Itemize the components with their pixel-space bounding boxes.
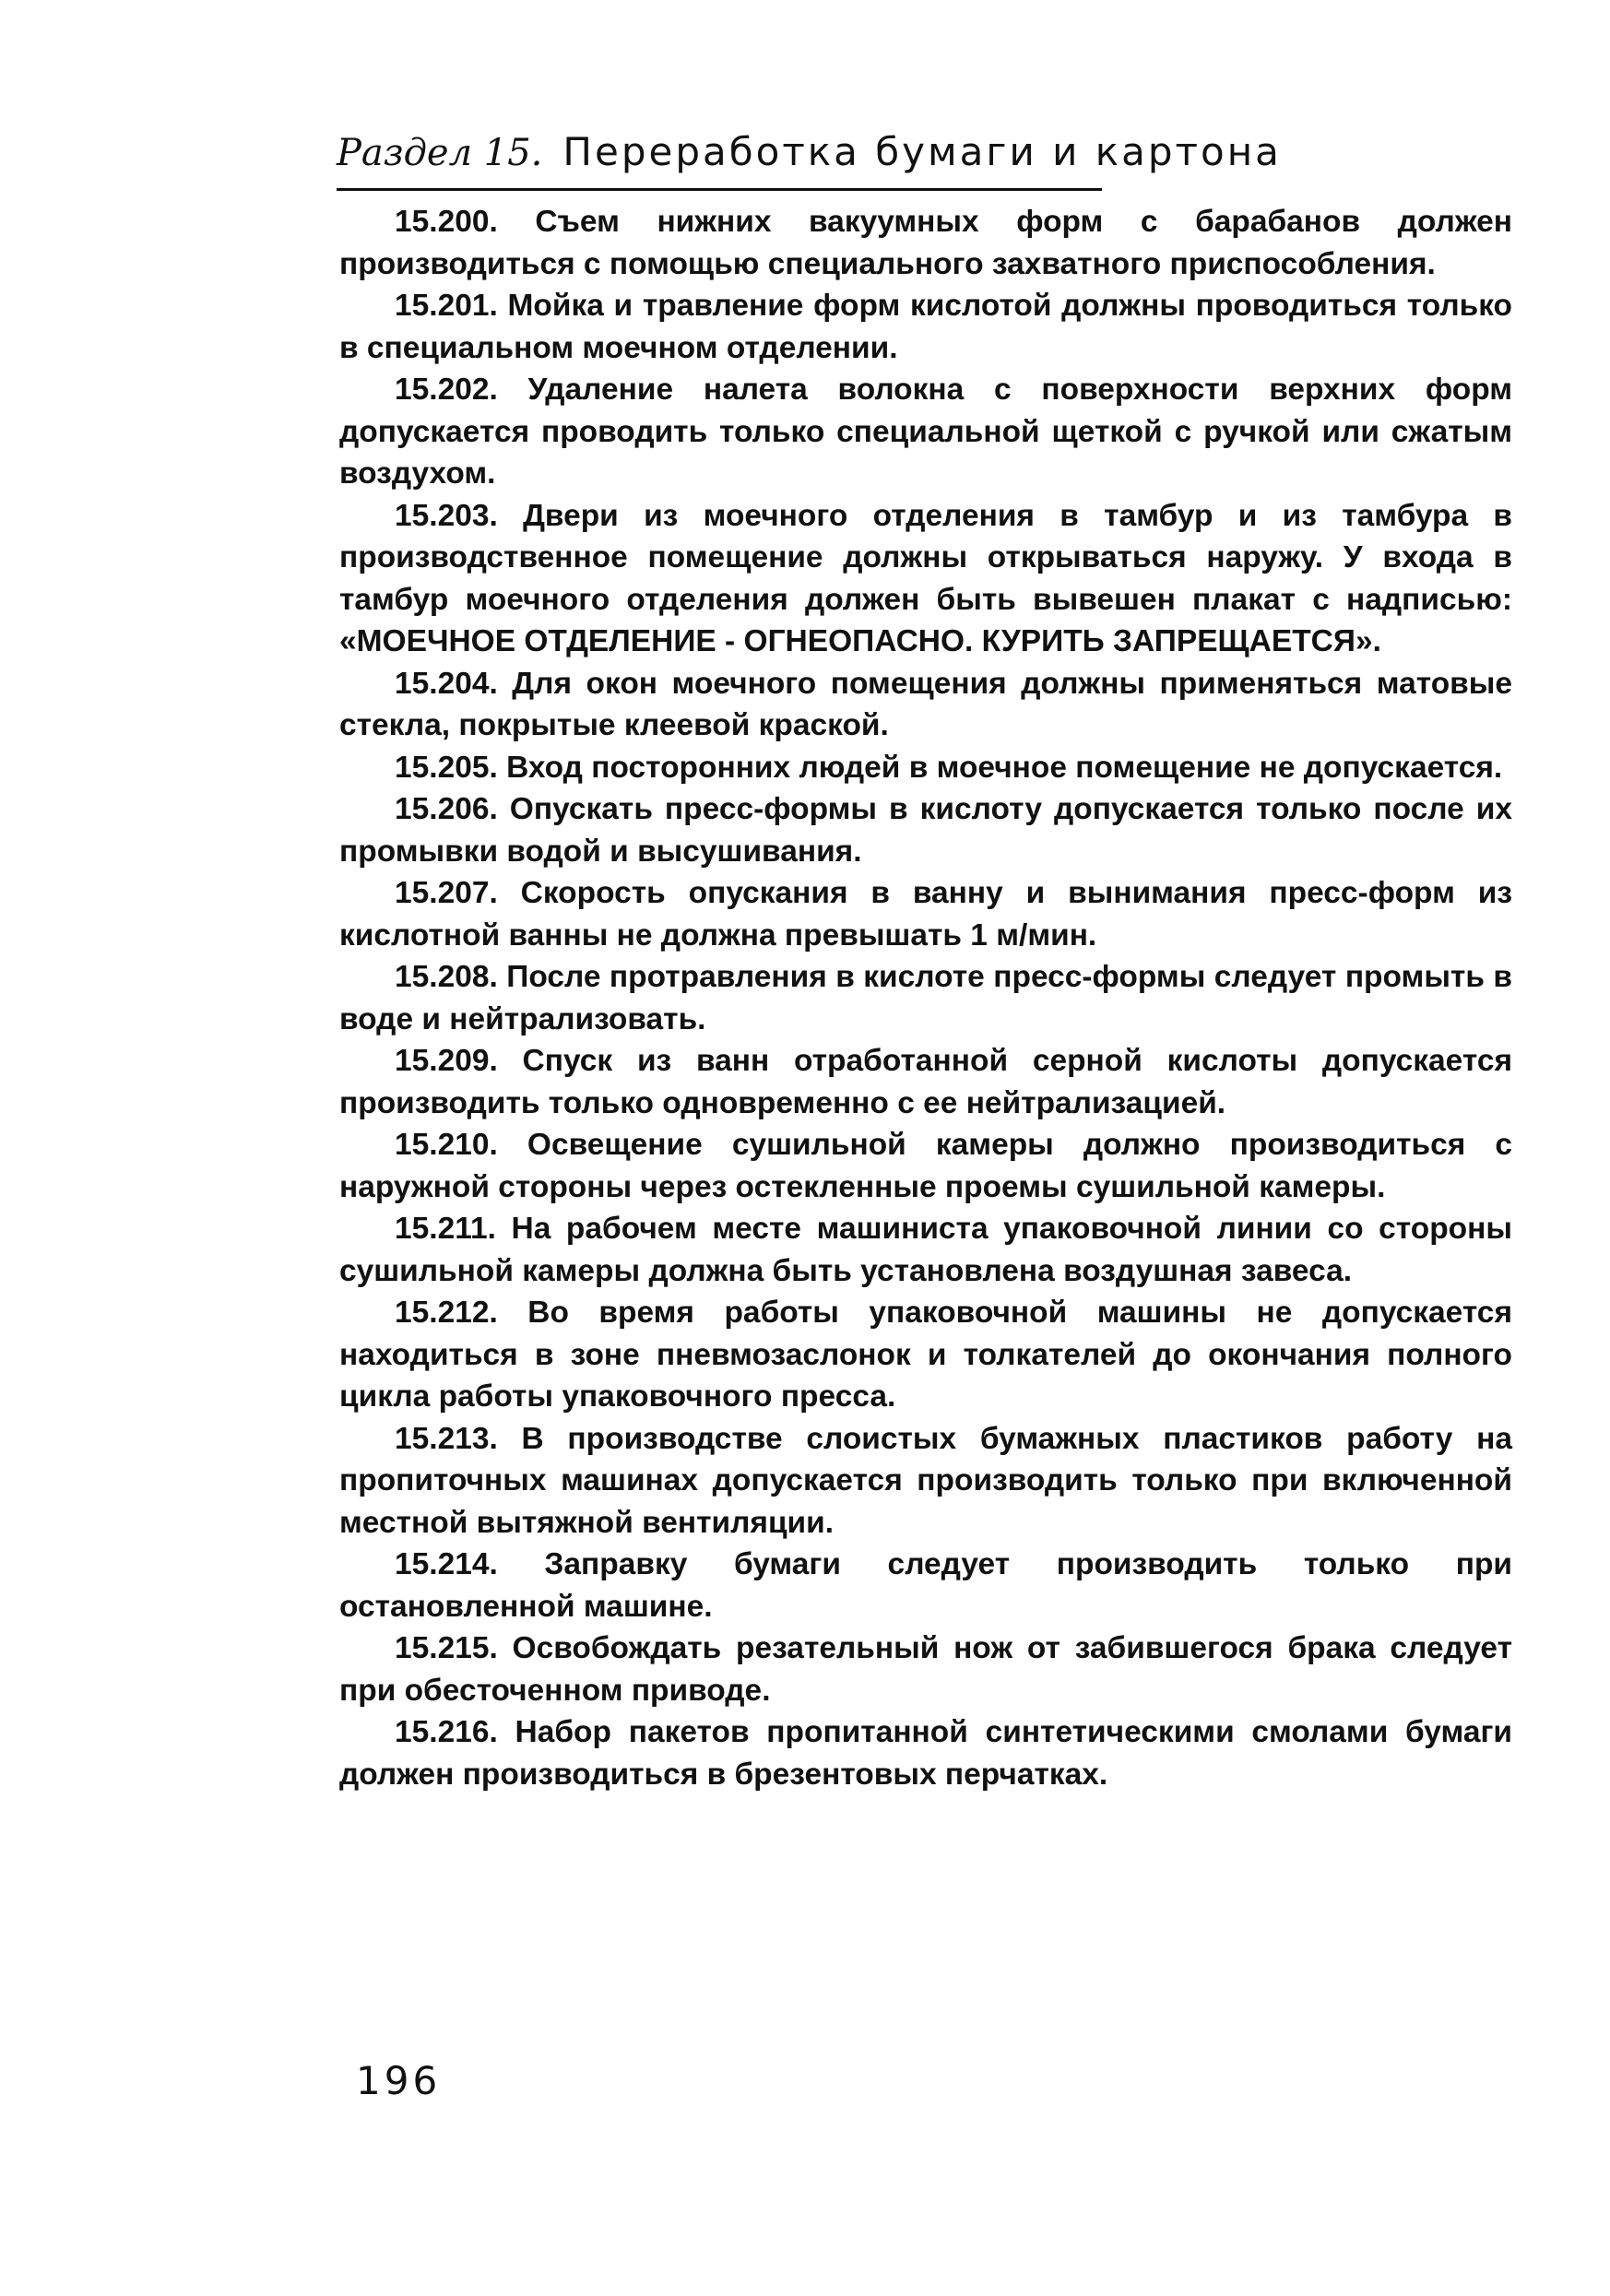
paragraph-15-203: 15.203. Двери из моечного отделения в тамбур и из тамбура в производственное помещение должны открываться наружу. У входа в тамбур моечного отделения должен быть вывешен плакат с надписью: «МОЕЧНОЕ ОТДЕЛЕНИЕ - ОГНЕОПАСНО. КУРИТЬ ЗАПРЕЩАЕТСЯ». xyxy=(339,498,1512,658)
section-label: Раздел 15. xyxy=(337,132,543,174)
paragraph-15-216: 15.216. Набор пакетов пропитанной синтетическими смолами бумаги должен производиться в брезентовых перчатках. xyxy=(339,1715,1512,1792)
paragraph-15-214: 15.214. Заправку бумаги следует производить только при остановленной машине. xyxy=(339,1547,1512,1624)
paragraph-15-201: 15.201. Мойка и травление форм кислотой должны проводиться только в специальном моечном отделении. xyxy=(339,289,1512,365)
section-title: Переработка бумаги и картона xyxy=(562,129,1282,174)
paragraph-15-202: 15.202. Удаление налета волокна с поверхности верхних форм допускается проводить только специальной щеткой с ручкой или сжатым воздухом. xyxy=(339,373,1512,491)
paragraph-15-207: 15.207. Скорость опускания в ванну и вынимания пресс-форм из кислотной ванны не должна превышать 1 м/мин. xyxy=(339,876,1512,953)
paragraph-15-205: 15.205. Вход посторонних людей в моечное помещение не допускается. xyxy=(395,750,1503,785)
paragraph-15-212: 15.212. Во время работы упаковочной машины не допускается находиться в зоне пневмозаслонок и толкателей до окончания полного цикла работы упаковочного пресса. xyxy=(339,1296,1512,1414)
paragraph-15-204: 15.204. Для окон моечного помещения должны применяться матовые стекла, покрытые клеевой краской. xyxy=(339,666,1512,742)
paragraph-15-206: 15.206. Опускать пресс-формы в кислоту допускается только после их промывки водой и высушивания. xyxy=(339,792,1512,869)
paragraph-15-215: 15.215. Освобождать резательный нож от забившегося брака следует при обесточенном приводе. xyxy=(339,1631,1512,1708)
body-text xyxy=(339,201,1512,1795)
paragraph-15-208: 15.208. После протравления в кислоте пресс-формы следует промыть в воде и нейтрализовать. xyxy=(339,960,1512,1036)
paragraph-15-213: 15.213. В производстве слоистых бумажных пластиков работу на пропиточных машинах допускается производить только при включенной местной вытяжной вентиляции. xyxy=(339,1421,1512,1540)
paragraph-15-211: 15.211. На рабочем месте машиниста упаковочной линии со стороны сушильной камеры должна быть установлена воздушная завеса. xyxy=(339,1212,1512,1288)
paragraph-15-210: 15.210. Освещение сушильной камеры должно производиться с наружной стороны через остекленные проемы сушильной камеры. xyxy=(339,1128,1512,1204)
running-header xyxy=(337,129,1406,184)
paragraph-15-209: 15.209. Спуск из ванн отработанной серной кислоты допускается производить только одновременно с ее нейтрализацией. xyxy=(339,1044,1512,1120)
page-number: 196 xyxy=(356,2058,442,2103)
header-rule xyxy=(337,188,1102,191)
paragraph-15-200: 15.200. Съем нижних вакуумных форм с барабанов должен производиться с помощью специального захватного приспособления. xyxy=(339,205,1512,281)
